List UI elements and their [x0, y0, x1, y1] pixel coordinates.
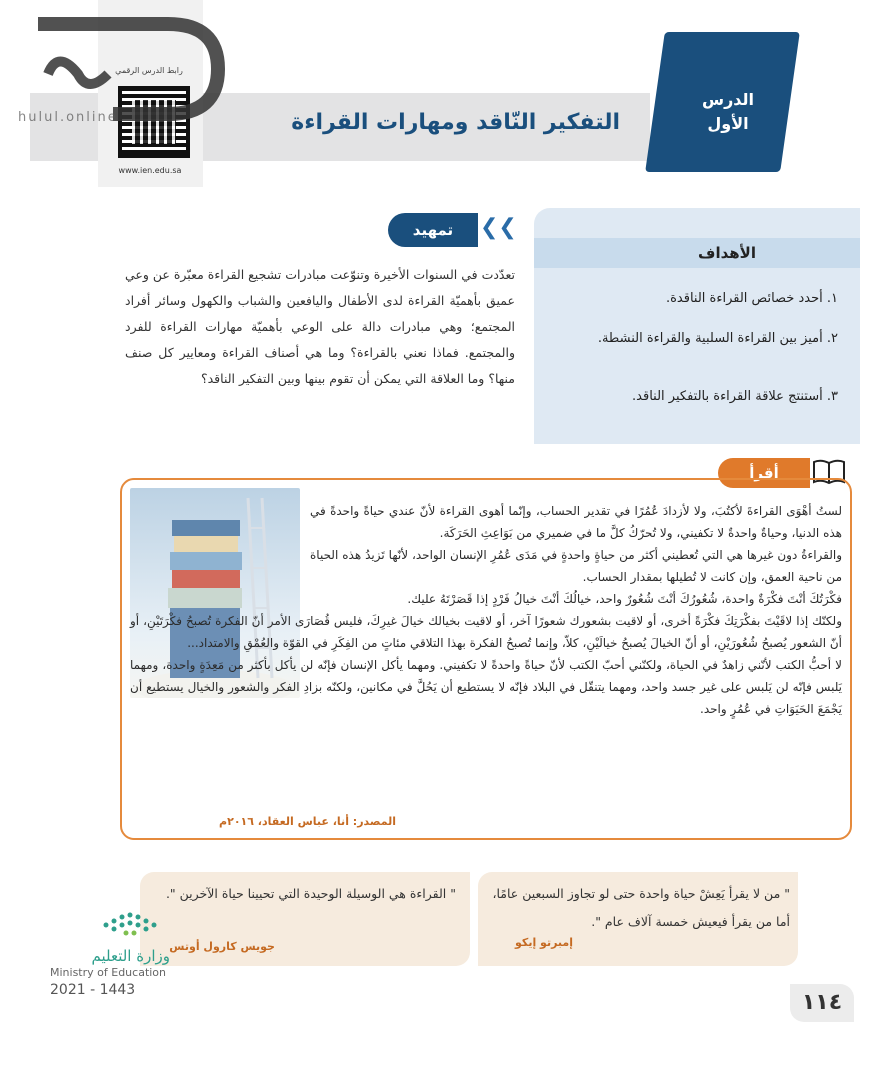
qr-caption: رابط الدرس الرقمي: [115, 66, 183, 75]
reading-paragraph: لا أحبُّ الكتب لأنّني زاهدٌ في الحياة، ولكنّني أحبّ الكتب لأنّ حياةً واحدةً لا تكفيني. ومهما يأكل الإنسان فإنّه لن يأكل بأكثر من مَعِدَةٍ واحدة، ومهما يَلبس فإنّه لن يَلبس على غير جسد واحد، ومهما يتنقّل في البلاد فإنّه لا يستطيع أن يَحُلَّ في مكانين، ولكنّه بزادِ الفكر والشعور والخيال يستطيع أن يَجْمَعَ الحَيَوَاتِ في عُمُرٍ واحد.: [130, 658, 842, 716]
objective-item: ٣. أستنتج علاقة القراءة بالتفكير الناقد.: [632, 389, 838, 404]
chevrons-icon: ❮❮: [480, 215, 517, 240]
qr-url[interactable]: www.ien.edu.sa: [118, 166, 182, 175]
lesson-title: التفكير النّاقد ومهارات القراءة: [291, 110, 620, 135]
watermark-brand: hulul.online: [18, 110, 118, 125]
edition-year: 2021 - 1443: [50, 982, 136, 998]
objectives-title: الأهداف: [698, 244, 756, 262]
page-number: ١١٤: [790, 984, 854, 1022]
ministry-logo-icon: [100, 905, 158, 939]
reading-paragraph: ولكنّك إذا لاقَيْتَ بفكْرَتِكَ فكْرَةً أخرى، أو لاقيت بشعورك شعورًا آخر، أو لاقيت بخيالك خيالَ غيرِكَ، فليس قُصَارَى الأمر أنّ الفكرة تُصبحُ فكْرَتَيْنِ، أو أنّ الشعور يُصبحُ شُعُورَيْنِ، أو أنّ الخيالَ يُصبحُ خيالَيْنِ، كلاّ، وإنما تُصبحُ الفكرة بهذا التلاقي مئاتٍ من الفِكَرِ في القوّة والعُمْقِ والامتداد...: [130, 614, 842, 650]
objective-item: ٢. أميز بين القراءة السلبية والقراءة النشطة.: [597, 331, 838, 346]
reading-paragraph: فكْرَتُكَ أنْتَ فكْرَةٌ واحدة، شُعُورُكَ أنْتَ شُعُورٌ واحد، خيالُكَ أنْتَ خيالُ فَرْدٍ إذا قَصَرْتَهُ عليك.: [407, 592, 842, 606]
quote-text: " القراءة هي الوسيلة الوحيدة التي تحيينا حياة الآخرين ".: [165, 886, 456, 901]
reading-label: أقرأ: [718, 458, 810, 488]
lesson-label-line2: الأول: [707, 114, 749, 133]
reading-paragraph: والقراءةُ دون غيرها هي التي تُعطيني أكثر من حياةٍ واحدةٍ في مَدَى عُمُرِ الإنسان الواحد، لأنّها تَزيدُ هذه الحياة من ناحية العمق، وإن كانت لا تُطيلها بمقدار الحساب.: [310, 548, 842, 584]
ministry-name-en: Ministry of Education: [50, 966, 167, 979]
intro-text: تعدّدت في السنوات الأخيرة وتنوّعت مبادرات تشجيع القراءة معبّرة عن وعي عميق بأهميّة القراءة لدى الأطفال واليافعين والشباب والكهول وسائر أفراد المجتمع؛ وهي مبادرات دالة على الوعي بأهميّة مهارات القراءة للفرد والمجتمع. فماذا نعني بالقراءة؟ وما هي أصناف القراءة ومعايير كل صنف منها؟ وما العلاقة التي يمكن أن تقوم بينها وبين التفكير الناقد؟: [125, 267, 515, 386]
objective-item: ١. أحدد خصائص القراءة الناقدة.: [665, 291, 838, 306]
quote-author: جويس كارول أوتس: [169, 940, 275, 953]
quote-text: " من لا يقرأ يَعِشْ حياة واحدة حتى لو تجاوز السبعين عامًا، أما من يقرأ فيعيش خمسة آلاف عام ".: [492, 886, 790, 929]
reading-paragraph: لستُ أهْوَى القراءةَ لأكتُبَ، ولا لأزدادَ عُمُرًا في تقدير الحساب، وإنّما أهوى القراءة لأنّ عندي حياةً واحدةً في هذه الدنيا، وحياةٌ واحدةٌ لا تكفيني، ولا تُحرّكُ كلَّ ما في ضميري من بَوَاعِثِ الحَرَكَة.: [310, 504, 842, 540]
reading-text: [130, 500, 842, 720]
lesson-label: [688, 88, 768, 136]
intro-label: تمهيد: [388, 213, 478, 247]
lesson-label-line1: الدرس: [701, 90, 755, 109]
ministry-name-ar: وزارة التعليم: [91, 947, 170, 965]
quote-author: إمبرتو إيكو: [515, 936, 573, 949]
reading-source: المصدر: أنا، عباس العقاد، ٢٠١٦م: [219, 815, 396, 828]
